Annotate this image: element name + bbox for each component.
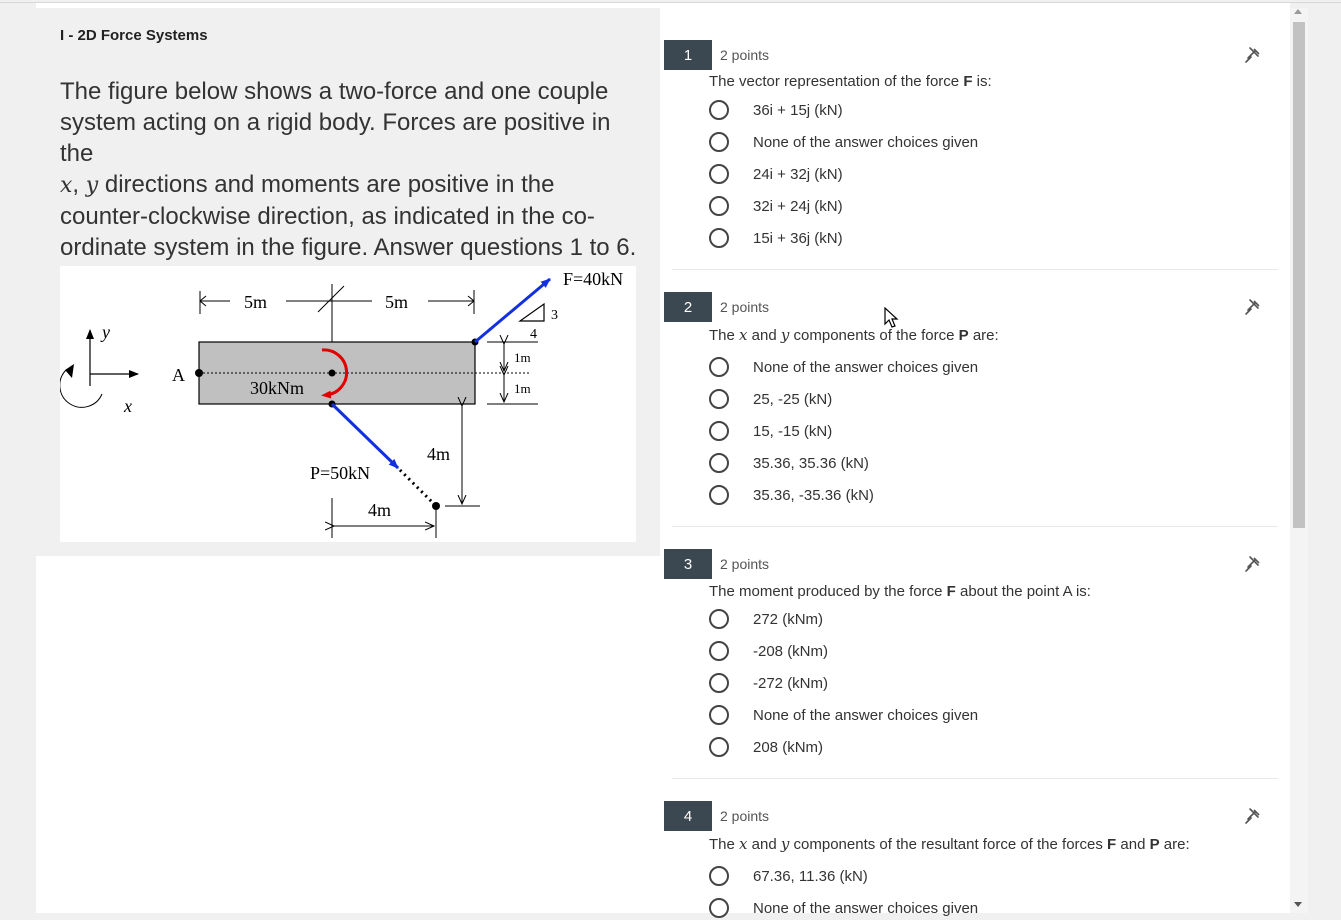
answer-option[interactable] [709, 451, 869, 475]
axis-label-y: y [102, 322, 110, 342]
radio-button[interactable] [709, 100, 729, 120]
question-text-part: The [709, 836, 735, 853]
question-var-x: x [739, 326, 748, 344]
radio-button[interactable] [709, 641, 729, 661]
question-points: 2 points [720, 47, 770, 63]
question-text-part: is: [1075, 583, 1091, 600]
pin-icon[interactable] [1242, 296, 1264, 318]
question-text-symbol: F [946, 583, 956, 600]
answer-option[interactable] [709, 671, 828, 695]
question-text-part: The vector representation of the force [709, 73, 960, 90]
question-text-part: are: [1163, 836, 1190, 853]
pin-icon[interactable] [1242, 553, 1264, 575]
question-number: 2 [664, 292, 712, 322]
answer-option[interactable] [709, 735, 823, 759]
question-text-part: are: [972, 327, 999, 344]
label-A: A [172, 365, 185, 385]
problem-intro [60, 76, 640, 263]
radio-button[interactable] [709, 866, 729, 886]
question-divider [672, 269, 1278, 270]
answer-option[interactable] [709, 387, 832, 411]
radio-button[interactable] [709, 485, 729, 505]
radio-button[interactable] [709, 421, 729, 441]
answer-option-label: 25, -25 (kN) [753, 390, 833, 408]
label-4m-horizontal: 4m [368, 500, 392, 520]
radio-button[interactable] [709, 196, 729, 216]
radio-button[interactable] [709, 898, 729, 918]
pin-icon[interactable] [1242, 44, 1264, 66]
question-text-part: components of the resultant force of the forces [793, 836, 1103, 853]
question-var-y: y [780, 326, 790, 344]
answer-option-label: None of the answer choices given [753, 133, 979, 151]
question-text [709, 326, 999, 344]
question-text-symbol: P [1149, 836, 1160, 853]
answer-option[interactable] [709, 355, 978, 379]
question-text-symbol: P [958, 327, 969, 344]
slope-label-3: 3 [551, 308, 558, 323]
question-text-part: and [751, 327, 777, 344]
question-text-point: A [1062, 583, 1072, 600]
answer-option-label: 32i + 24j (kN) [753, 197, 843, 215]
question-number: 3 [664, 549, 712, 579]
intro-comma: , [72, 171, 80, 198]
answer-option-label: 15, -15 (kN) [753, 422, 833, 440]
radio-button[interactable] [709, 389, 729, 409]
answer-option-label: 24i + 32j (kN) [753, 165, 843, 183]
question-text-symbol: F [1107, 836, 1117, 853]
force-P-arrow [332, 404, 398, 468]
question-divider [672, 778, 1278, 779]
answer-option[interactable] [709, 162, 843, 186]
axis-label-x: x [124, 396, 132, 416]
question-points: 2 points [720, 808, 770, 824]
scroll-up-arrow-icon[interactable] [1294, 9, 1302, 14]
mouse-cursor-icon [884, 307, 900, 329]
dimension-vertical-4m [445, 406, 480, 506]
answer-option[interactable] [709, 896, 978, 920]
answer-option-label: 35.36, -35.36 (kN) [753, 486, 874, 504]
question-text-part: The moment produced by the force [709, 583, 943, 600]
slope-label-4: 4 [530, 327, 537, 342]
answer-option[interactable] [709, 130, 978, 154]
force-diagram [60, 266, 636, 542]
answer-option-label: 15i + 36j (kN) [753, 229, 843, 247]
radio-button[interactable] [709, 228, 729, 248]
question-text [709, 583, 1091, 600]
answer-option[interactable] [709, 98, 843, 122]
scrollbar-thumb[interactable] [1293, 22, 1305, 528]
answer-option-label: 272 (kNm) [753, 610, 824, 628]
answer-option[interactable] [709, 226, 843, 250]
label-5m-left: 5m [244, 292, 268, 312]
answer-option-label: -208 (kNm) [753, 642, 829, 660]
slope-triangle [520, 304, 544, 321]
question-number: 4 [664, 801, 712, 831]
question-text [709, 835, 1190, 853]
pin-icon[interactable] [1242, 805, 1264, 827]
question-text-symbol: F [963, 73, 973, 90]
question-points: 2 points [720, 556, 770, 572]
answer-option[interactable] [709, 483, 874, 507]
force-F-arrow [475, 279, 550, 342]
point-A [195, 369, 203, 377]
question-divider [672, 526, 1278, 527]
answer-option[interactable] [709, 419, 832, 443]
question-var-y: y [780, 835, 790, 853]
answer-option-label: 208 (kNm) [753, 738, 824, 756]
answer-option[interactable] [709, 194, 843, 218]
radio-button[interactable] [709, 357, 729, 377]
answer-option-label: 36i + 15j (kN) [753, 101, 843, 119]
question-text-part: and [751, 836, 777, 853]
answer-option-label: None of the answer choices given [753, 706, 979, 724]
dimension-top [200, 284, 474, 346]
radio-button[interactable] [709, 673, 729, 693]
radio-button[interactable] [709, 132, 729, 152]
radio-button[interactable] [709, 705, 729, 725]
answer-option-label: 67.36, 11.36 (kN) [753, 867, 868, 885]
radio-button[interactable] [709, 164, 729, 184]
force-system-figure [60, 266, 636, 542]
label-4m-vertical: 4m [427, 444, 451, 464]
radio-button[interactable] [709, 609, 729, 629]
answer-option-label: -272 (kNm) [753, 674, 829, 692]
intro-var-x: x [60, 173, 73, 198]
question-text-part: The [709, 327, 735, 344]
couple-center [329, 370, 336, 377]
radio-button[interactable] [709, 453, 729, 473]
label-1m-top: 1m [514, 350, 531, 365]
question-text-part: is: [976, 73, 992, 90]
answer-option-label: None of the answer choices given [753, 358, 979, 376]
force-P-reference-point [432, 502, 440, 510]
intro-text-part2: directions and moments are positive in the counter-clockwise direction, as indicated in the co-ordinate system in the figure. Answer questions 1 to 6. [60, 171, 637, 261]
answer-option-label: None of the answer choices given [753, 899, 979, 917]
answer-option-label: 35.36, 35.36 (kN) [753, 454, 869, 472]
intro-text-part1: The figure below shows a two-force and one couple system acting on a rigid body. Forces are positive in the [60, 78, 611, 167]
force-P-line-of-action [400, 470, 436, 506]
label-couple: 30kNm [250, 378, 304, 398]
intro-var-y: y [85, 173, 99, 198]
label-1m-bottom: 1m [514, 381, 531, 396]
label-P: P=50kN [310, 463, 371, 483]
question-var-x: x [739, 835, 748, 853]
section-title: I - 2D Force Systems [60, 27, 208, 44]
answer-option[interactable] [709, 864, 868, 888]
question-text-part: components of the force [793, 327, 955, 344]
question-points: 2 points [720, 299, 770, 315]
question-text [709, 73, 992, 90]
answer-option[interactable] [709, 703, 978, 727]
radio-button[interactable] [709, 737, 729, 757]
answer-option[interactable] [709, 639, 828, 663]
question-text-part: about the point [959, 583, 1060, 600]
answer-option[interactable] [709, 607, 823, 631]
question-number: 1 [664, 40, 712, 70]
question-text-part: and [1120, 836, 1146, 853]
label-F: F=40kN [563, 269, 624, 289]
scroll-down-arrow-icon[interactable] [1294, 902, 1302, 907]
label-5m-right: 5m [385, 292, 409, 312]
